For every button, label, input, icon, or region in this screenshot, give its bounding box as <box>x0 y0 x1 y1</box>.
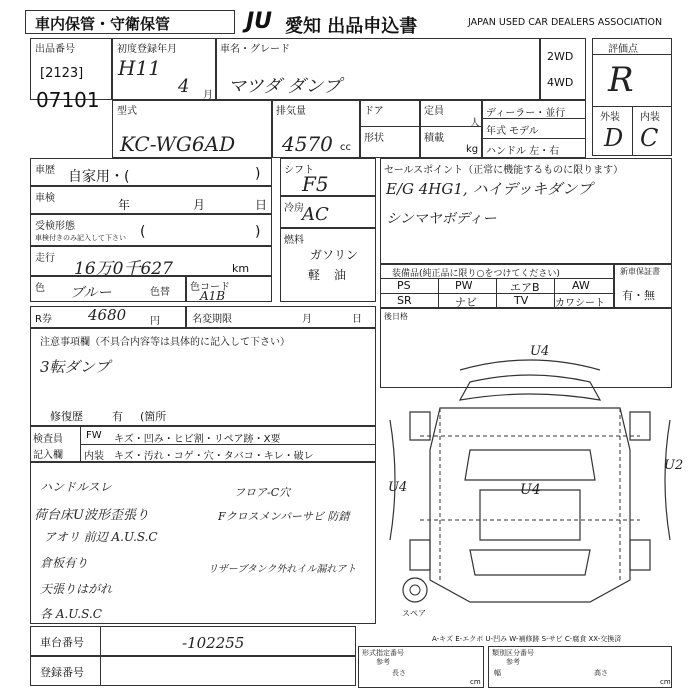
inspection-month-unit: 月 <box>193 198 206 212</box>
remarks-label: 注意事項欄（不具合内容等は具体的に記入して下さい） <box>40 337 290 348</box>
bottom-box-2-label1: 類別区分番号 <box>492 649 534 657</box>
equipment-label: 装備品(純正品に限り○をつけてください) <box>392 269 560 279</box>
drive-box <box>540 38 586 100</box>
reception-close: ) <box>255 224 261 240</box>
equipment-ps: PS <box>397 279 411 292</box>
recycle-unit: 円 <box>150 316 160 327</box>
inspector-row1: キズ・凹み・ヒビ割・リペア跡・X要 <box>114 434 281 445</box>
recycle-label: R券 <box>35 314 52 325</box>
lot-label: 出品番号 <box>35 44 75 55</box>
color-swap-label: 色替 <box>150 287 170 298</box>
registration-era: H11 <box>118 56 161 80</box>
remarks-value: 3転ダンプ <box>40 358 110 376</box>
type-label: 型式 <box>117 106 137 117</box>
lot-bracket: [2123] <box>40 66 84 81</box>
bottom-box-2-unit: cm <box>660 678 671 686</box>
equipment-airbag: エアB <box>510 281 540 294</box>
type-value: KC-WG6AD <box>120 132 236 156</box>
ju-logo: JU <box>246 9 273 34</box>
color-code-label: 色コード <box>190 282 230 293</box>
equipment-tv: TV <box>514 294 529 307</box>
plate-label: 登録番号 <box>40 666 84 679</box>
car-outline <box>390 360 670 602</box>
capacity-label: 定員 <box>424 106 444 117</box>
handwritten-note-2: 荷台床U波形歪張り <box>34 508 149 523</box>
damage-legend: A-キズ E-エクボ U-凹み W-補修跡 S-サビ C-腐食 XX-交換済 <box>432 635 622 643</box>
history-label: 車歴 <box>35 165 55 176</box>
displacement-label: 排気量 <box>276 106 306 117</box>
diagram-mark-right: U2 <box>664 458 684 473</box>
history-close: ) <box>255 166 261 182</box>
rating-label: 評価点 <box>608 44 638 55</box>
equipment-pw: PW <box>455 279 473 292</box>
equipment-seat: カワシート <box>555 298 605 309</box>
equipment-aw: AW <box>572 279 590 292</box>
selling-points-line1: E/G 4HG1, ハイデッキダンプ <box>386 180 593 198</box>
rating-value: R <box>608 60 634 100</box>
recycle-value: 4680 <box>88 306 127 324</box>
diagram-mark-left: U4 <box>388 480 408 495</box>
reception-open: ( <box>140 224 146 240</box>
warranty-value: 有・無 <box>622 289 655 302</box>
rating-ext-value: D <box>604 124 624 152</box>
equipment-sr: SR <box>397 294 412 307</box>
diagram-mark-top: U4 <box>530 344 550 359</box>
diagram-mark-center: U4 <box>520 482 541 498</box>
mileage-unit: km <box>232 262 250 275</box>
association-title: 愛知 出品申込書 <box>285 16 418 37</box>
bottom-box-1-label1: 形式指定番号 <box>362 649 404 657</box>
fuel-diesel: 軽 <box>308 268 321 282</box>
displacement-value: 4570 <box>282 132 333 156</box>
model-label: 車名・グレード <box>220 44 290 55</box>
handwritten-note-3: アオリ 前辺 A.U.S.C <box>44 530 158 544</box>
selling-points-label: セールスポイント（正常に機能するものに限ります） <box>384 165 624 176</box>
lot-number: 07101 <box>36 88 100 112</box>
handwritten-note-8: Fクロスメンバーサビ 防錆 <box>218 510 350 523</box>
registration-month: 4 <box>178 76 190 97</box>
handwritten-note-5: 天張りはがれ <box>40 582 113 596</box>
ac-value: AC <box>302 204 329 225</box>
color-value: ブルー <box>70 285 112 301</box>
inspection-box <box>30 186 272 214</box>
handwritten-note-9: リザーブタンク外れイル漏れアト <box>208 564 357 575</box>
fuel-gasoline: ガソリン <box>310 248 359 262</box>
bottom-box-2-width: 幅 <box>494 669 501 677</box>
inspection-day-unit: 日 <box>255 198 268 212</box>
drive-4wd: 4WD <box>547 76 574 89</box>
storage-badge-text: 車内保管・守衛保管 <box>35 15 171 33</box>
displacement-unit: cc <box>340 142 351 153</box>
color-label: 色 <box>35 283 45 294</box>
model-year-label: 年式 モデル <box>486 126 539 137</box>
spare-tire-icon <box>403 578 427 602</box>
load-unit: kg <box>466 144 479 155</box>
chassis-value: -102255 <box>182 634 245 652</box>
reception-label: 受検形態 <box>35 221 75 232</box>
handwritten-note-1: ハンドルスレ <box>40 480 112 494</box>
fuel-oil: 油 <box>334 268 347 282</box>
inspector-row2: キズ・汚れ・コゲ・穴・タバコ・キレ・破レ <box>114 451 314 462</box>
load-label: 積載 <box>424 133 444 144</box>
shift-value: F5 <box>302 172 329 196</box>
repair-label: 修復歴 <box>50 410 83 423</box>
chassis-label: 車台番号 <box>40 636 84 649</box>
history-box <box>30 158 272 186</box>
mileage-value: 16万0千627 <box>74 259 173 279</box>
drive-2wd: 2WD <box>547 50 574 63</box>
name-change-label: 名変期限 <box>192 314 232 325</box>
model-value: マツダ ダンプ <box>228 76 342 97</box>
shape-label: 形状 <box>364 133 384 144</box>
registration-label: 初度登録年月 <box>117 44 177 55</box>
handwritten-note-7: フロア-C穴 <box>234 486 291 499</box>
mileage-label: 走行 <box>35 253 55 264</box>
inspector-row2-head: 内装 <box>84 451 104 462</box>
rating-ext-label: 外装 <box>600 112 620 123</box>
color-code-value: A1B <box>200 289 226 303</box>
inspection-label: 車検 <box>35 193 55 204</box>
handwritten-note-6: 各 A.U.S.C <box>40 607 102 621</box>
ac-label: 冷房 <box>284 203 304 214</box>
rating-int-label: 内装 <box>640 112 660 123</box>
equipment-navi: ナビ <box>455 296 477 309</box>
shift-label: シフト <box>284 165 314 176</box>
fuel-label: 燃料 <box>284 235 304 246</box>
spare-label: スペア <box>402 609 426 618</box>
inspector-row1-head: FW <box>86 430 102 441</box>
bottom-box-2-label2: 参考 <box>506 658 520 666</box>
rating-int-value: C <box>640 124 659 152</box>
inspection-year-unit: 年 <box>118 198 131 212</box>
inspector-label2: 記入欄 <box>33 450 63 461</box>
notes-label: 後日格 <box>384 312 408 321</box>
bottom-box-1-label2: 参考 <box>376 658 390 666</box>
import-label: ディーラー・並行 <box>486 108 566 119</box>
inspector-label1: 検査員 <box>33 434 63 445</box>
registration-month-unit: 月 <box>203 90 213 101</box>
capacity-unit: 人 <box>470 118 480 129</box>
name-change-month: 月 <box>302 314 312 325</box>
door-label: ドア <box>364 106 384 117</box>
selling-points-line2: シンマヤボディー <box>386 211 497 227</box>
bottom-box-2-height: 高さ <box>594 669 608 677</box>
handle-label: ハンドル 左・右 <box>486 146 560 157</box>
history-value: 自家用・( <box>68 169 130 185</box>
handwritten-note-4: 倉板有り <box>40 556 89 570</box>
reception-note: 車検付きのみ記入して下さい <box>35 234 126 242</box>
association-english: JAPAN USED CAR DEALERS ASSOCIATION <box>468 17 663 28</box>
warranty-label: 新車保証書 <box>620 267 660 276</box>
repair-place: (箇所 <box>140 410 167 423</box>
name-change-day: 日 <box>352 314 362 325</box>
bottom-box-1-length: 長さ <box>392 669 406 677</box>
bottom-box-1-unit: cm <box>470 678 481 686</box>
repair-has: 有 <box>112 410 123 423</box>
